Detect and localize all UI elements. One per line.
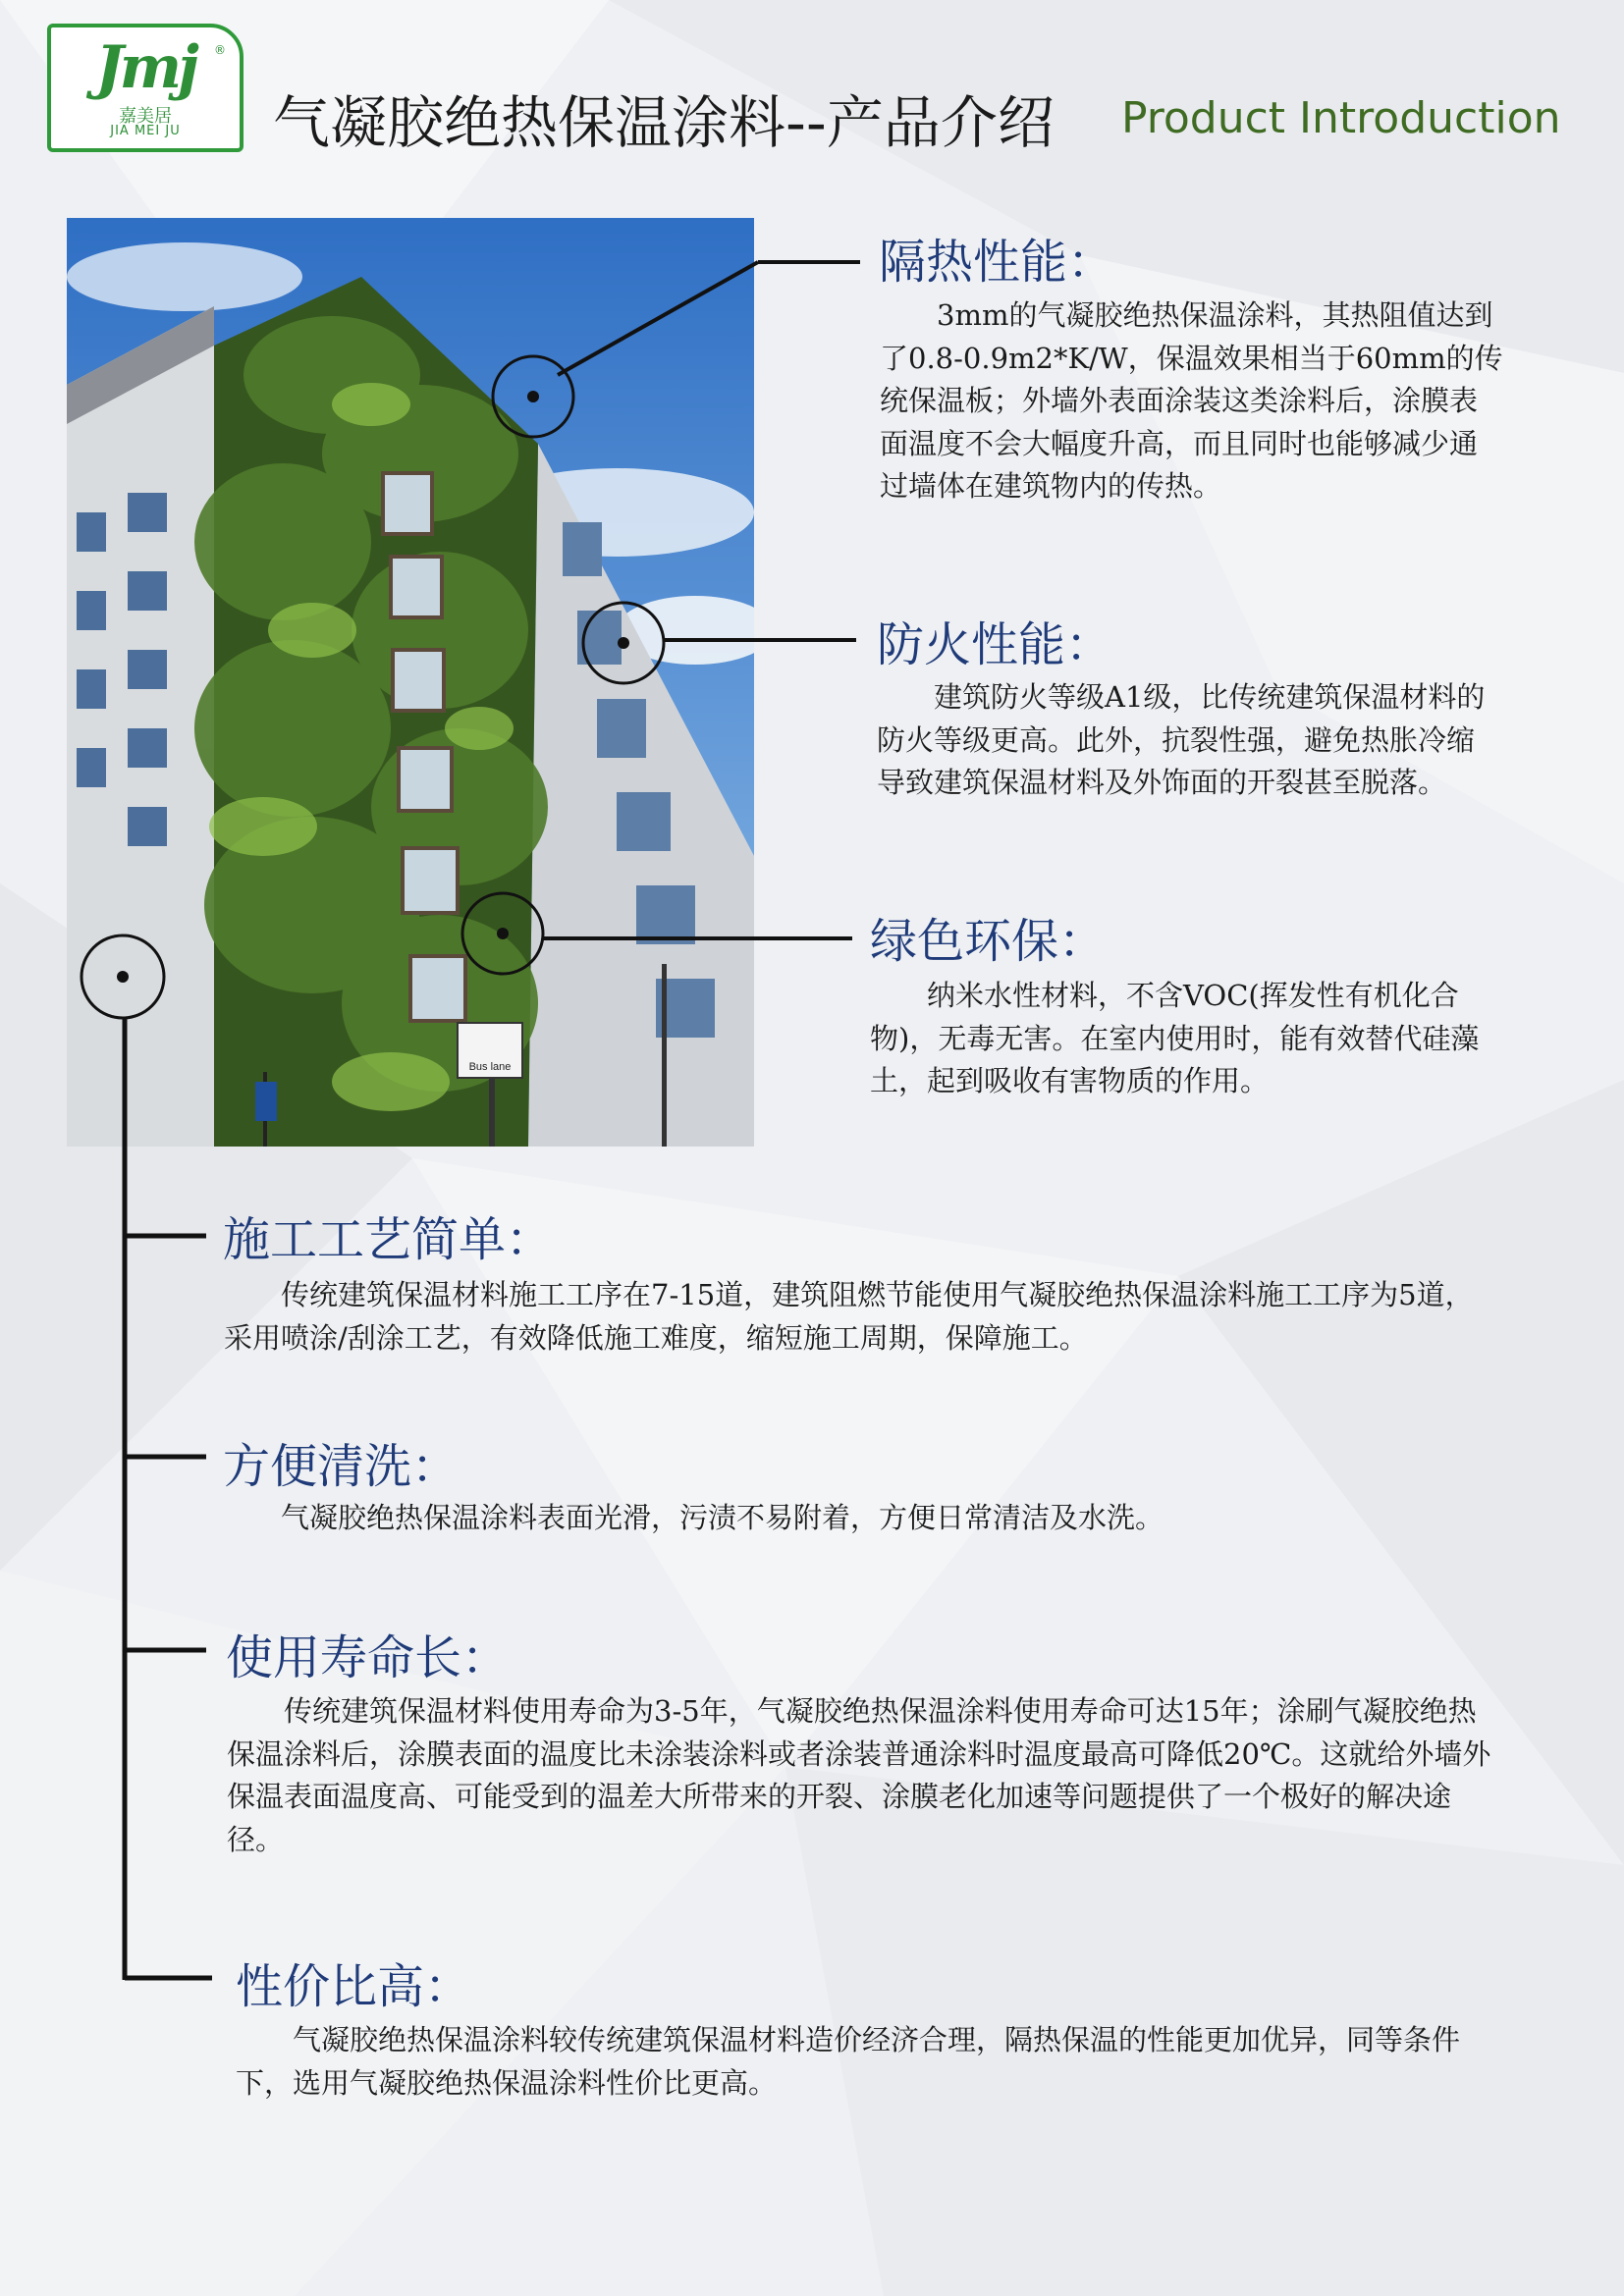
page-title-english: Product Introduction bbox=[1121, 93, 1561, 143]
bus-lane-sign: Bus lane bbox=[468, 1061, 512, 1073]
feature-text-heat-insulation: 3mm的气凝胶绝热保温涂料，其热阻值达到了0.8-0.9m2*K/W，保温效果相当于60mm的传统保温板；外墙外表面涂装这类涂料后，涂膜表面温度不会大幅度升高，而且同时也能够减少通过墙体在建筑物内的传热。 bbox=[880, 298, 1503, 503]
feature-text-fire-resistance: 建筑防火等级A1级，比传统建筑保温材料的防火等级更高。此外，抗裂性强，避免热胀冷缩导致建筑保温材料及外饰面的开裂甚至脱落。 bbox=[877, 680, 1486, 799]
brand-logo bbox=[47, 24, 244, 152]
feature-text-long-lifespan: 传统建筑保温材料使用寿命为3-5年，气凝胶绝热保温涂料使用寿命可达15年；涂刷气凝胶绝热保温涂料后，涂膜表面的温度比未涂装涂料或者涂装普通涂料时温度最高可降低20℃。这就给外墙外保温表面温度高、可能受到的温差大所带来的开裂、涂膜老化加速等问题提供了一个极好的解决途径。 bbox=[227, 1694, 1491, 1856]
logo-english-name: JIA MEI JU bbox=[110, 124, 181, 138]
feature-title-easy-construction: 施工工艺简单： bbox=[223, 1212, 554, 1267]
feature-title-cost-effective: 性价比高： bbox=[236, 1959, 472, 2014]
logo-registered-mark: ® bbox=[214, 43, 226, 57]
feature-title-easy-cleaning: 方便清洗： bbox=[223, 1439, 460, 1494]
feature-title-fire-resistance: 防火性能： bbox=[877, 617, 1113, 672]
feature-text-easy-construction: 传统建筑保温材料施工工序在7-15道，建筑阻燃节能使用气凝胶绝热保温涂料施工工序为5道，采用喷涂/刮涂工艺，有效降低施工难度，缩短施工周期，保障施工。 bbox=[224, 1278, 1474, 1355]
feature-title-heat-insulation: 隔热性能： bbox=[879, 235, 1115, 290]
feature-title-eco-friendly: 绿色环保： bbox=[870, 914, 1107, 969]
logo-mark: Jmj bbox=[95, 33, 195, 102]
feature-text-cost-effective: 气凝胶绝热保温涂料较传统建筑保温材料造价经济合理，隔热保温的性能更加优异，同等条件下，选用气凝胶绝热保温涂料性价比更高。 bbox=[236, 2023, 1461, 2100]
feature-title-long-lifespan: 使用寿命长： bbox=[226, 1630, 510, 1685]
green-wall-building-photo bbox=[67, 218, 754, 1147]
logo-chinese-name: 嘉美居 bbox=[119, 106, 172, 127]
feature-text-eco-friendly: 纳米水性材料，不含VOC(挥发性有机化合物)，无毒无害。在室内使用时，能有效替代硅藻土，起到吸收有害物质的作用。 bbox=[870, 979, 1480, 1097]
page-title: 气凝胶绝热保温涂料--产品介绍 bbox=[273, 89, 1055, 156]
feature-text-easy-cleaning: 气凝胶绝热保温涂料表面光滑，污渍不易附着，方便日常清洁及水洗。 bbox=[281, 1501, 1164, 1534]
